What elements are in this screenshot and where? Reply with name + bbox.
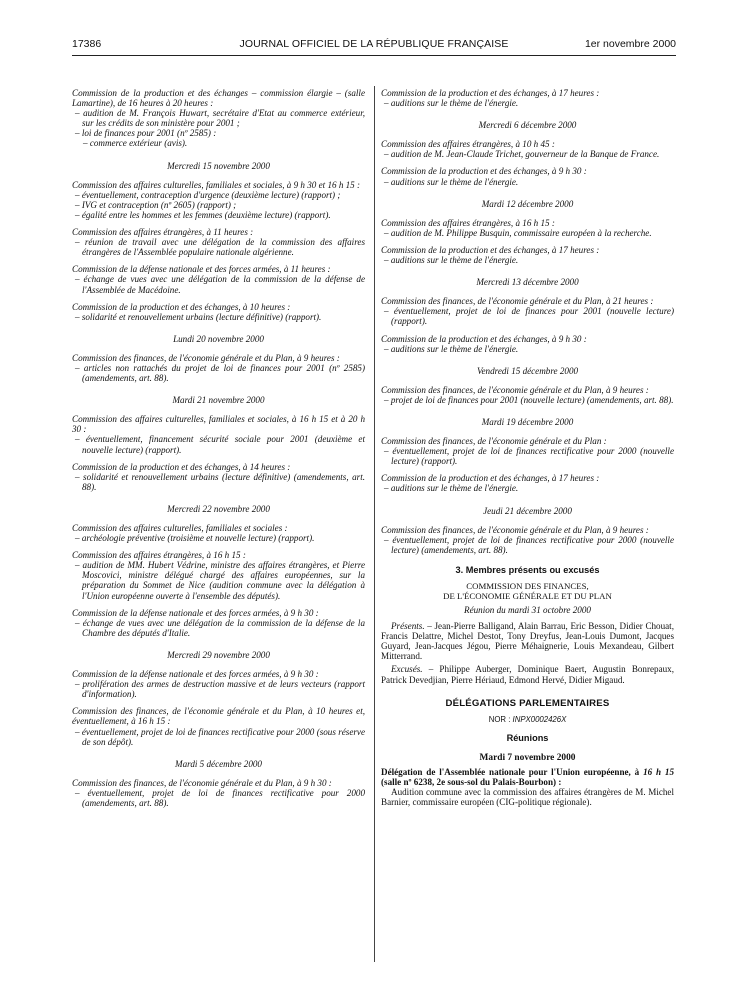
agenda-section <box>72 669 365 699</box>
section-heading: 3. Membres présents ou excusés <box>455 564 600 575</box>
agenda-item: – audition de M. François Huwart, secrétaire d'Etat au commerce extérieur, sur les crédits de son ministère pour 2001 ; <box>75 108 365 129</box>
commission-line: Commission des affaires étrangères, à 16 h 15 : <box>381 217 555 228</box>
agenda-section <box>381 88 674 108</box>
commission-line: Commission de la production et des échanges, à 14 heures : <box>72 461 291 472</box>
agenda-section <box>72 302 365 322</box>
agenda-item: – solidarité et renouvellement urbains (lecture définitive) (rapport). <box>75 311 322 322</box>
commission-line: Commission des finances, de l'économie générale et du Plan, à 9 heures : <box>381 384 649 395</box>
commission-line: Commission des affaires étrangères, à 10 h 45 : <box>381 139 555 150</box>
present-list: – Jean-Pierre Balligand, Alain Barrau, Eric Besson, Didier Chouat, Francis Delattre, Michel Destot, Tony Dreyfus, Jean-Louis Dumont, Jacques Guyard, Jean-Jacques Jégou, Pierre Méhaignerie, Louis Mexandeau, Gilbert Mitterrand. <box>381 621 674 662</box>
page-number: 17386 <box>72 38 102 50</box>
agenda-item: – loi de finances pour 2001 (nº 2585) : <box>75 128 217 139</box>
agenda-item: – auditions sur le thème de l'énergie. <box>384 176 519 187</box>
agenda-section <box>381 525 674 555</box>
date-heading: Lundi 20 novembre 2000 <box>173 333 264 344</box>
commission-line: Commission de la production et des échanges, à 17 heures : <box>381 473 600 484</box>
agenda-item: – auditions sur le thème de l'énergie. <box>384 343 519 354</box>
excused-members <box>381 664 674 684</box>
excused-list: – Philippe Auberger, Dominique Baert, Augustin Bonrepaux, Patrick Devedjian, Pierre Hériaud, Edmond Hervé, Didier Migaud. <box>381 664 674 685</box>
date-heading: Mardi 5 décembre 2000 <box>175 758 262 769</box>
agenda-item: – IVG et contraception (nº 2605) (rapport) ; <box>75 199 237 210</box>
agenda-section <box>381 245 674 265</box>
agenda-section <box>72 462 365 492</box>
agenda-item: – prolifération des armes de destruction massive et de leurs vecteurs (rapport d'information). <box>75 679 365 700</box>
page-header <box>72 38 676 54</box>
commission-line: Commission de la production et des échanges, à 10 heures : <box>72 301 291 312</box>
date-heading: Vendredi 15 décembre 2000 <box>476 365 579 376</box>
commission-line: Commission de la production et des échanges, à 17 heures : <box>381 244 600 255</box>
date-heading: Mardi 21 novembre 2000 <box>172 395 265 406</box>
right-column <box>381 88 674 810</box>
agenda-item: – éventuellement, contraception d'urgence (deuxième lecture) (rapport) ; <box>75 189 341 200</box>
commission-line: Commission de la défense nationale et des forces armées, à 9 h 30 : <box>72 607 319 618</box>
agenda-section <box>381 436 674 466</box>
date-heading: Mardi 19 décembre 2000 <box>481 416 574 427</box>
agenda-section <box>72 523 365 543</box>
date-heading: Mardi 12 décembre 2000 <box>481 198 574 209</box>
agenda-section <box>72 180 365 220</box>
agenda-item: – éventuellement, projet de loi de finances rectificative pour 2000 (sous réserve de son dépôt). <box>75 726 365 747</box>
agenda-item: – éventuellement, financement sécurité sociale pour 2001 (deuxième et nouvelle lecture) (rapport). <box>75 434 365 455</box>
commission-line: Commission des affaires étrangères, à 11 heures : <box>72 227 254 238</box>
agenda-item: – auditions sur le thème de l'énergie. <box>384 255 519 266</box>
excused-label: Excusés. <box>391 664 423 675</box>
agenda-section <box>72 414 365 454</box>
present-members <box>381 621 674 661</box>
commission-line: Commission des finances, de l'économie générale et du Plan, à 9 heures : <box>381 524 649 535</box>
agenda-item: – échange de vues avec une délégation de la commission de la défense de la Chambre des députés d'Italie. <box>75 617 365 638</box>
agenda-item: – auditions sur le thème de l'énergie. <box>384 483 519 494</box>
agenda-item: – éventuellement, projet de loi de finances rectificative pour 2000 (nouvelle lecture) (rapport). <box>384 446 674 467</box>
agenda-item: – éventuellement, projet de loi de finances rectificative pour 2000 (amendements, art. 88). <box>75 787 365 808</box>
agenda-item: – solidarité et renouvellement urbains (lecture définitive) (amendements, art. 88). <box>75 471 365 492</box>
commission-line: Commission des affaires culturelles, familiales et sociales, à 9 h 30 et 16 h 15 : <box>72 179 361 190</box>
date-heading: Mercredi 6 décembre 2000 <box>478 120 577 131</box>
agenda-section <box>381 166 674 186</box>
agenda-section <box>381 139 674 159</box>
journal-title: JOURNAL OFFICIEL DE LA RÉPUBLIQUE FRANÇAISE <box>239 38 509 50</box>
agenda-section <box>72 353 365 383</box>
agenda-section <box>381 473 674 493</box>
agenda-item: – commerce extérieur (avis). <box>83 138 188 149</box>
commission-name: COMMISSION DES FINANCES, <box>466 581 589 591</box>
agenda-section <box>72 88 365 149</box>
nor-label: NOR : <box>488 714 513 724</box>
agenda-section <box>72 264 365 294</box>
commission-line: Commission des finances, de l'économie générale et du Plan : <box>381 436 607 447</box>
agenda-item: – auditions sur le thème de l'énergie. <box>384 98 519 109</box>
column-divider <box>374 86 375 962</box>
header-rule <box>72 55 676 56</box>
issue-date: 1er novembre 2000 <box>584 38 676 50</box>
commission-line: Commission de la production et des échanges, à 9 h 30 : <box>381 166 587 177</box>
agenda-section <box>72 550 365 600</box>
date-heading: Mercredi 29 novembre 2000 <box>167 649 270 660</box>
agenda-item: – audition de MM. Hubert Védrine, ministre des affaires étrangères, et Pierre Moscovici, ministre délégué chargé des affaires européennes, sur la préparation du Sommet de Nice (audition commune avec la délégation à l'Union européenne ouverte à l'ensemble des députés). <box>75 560 365 601</box>
delegation-name: Délégation de l'Assemblée nationale pour l'Union européenne, à <box>381 767 644 778</box>
commission-line: Commission des affaires étrangères, à 16 h 15 : <box>72 550 246 561</box>
commission-line: Commission de la défense nationale et des forces armées, à 9 h 30 : <box>72 669 319 680</box>
agenda-item: – archéologie préventive (troisième et nouvelle lecture) (rapport). <box>75 533 315 544</box>
agenda-item: – échange de vues avec une délégation de la commission de la défense de l'Assemblée de Macédoine. <box>75 274 365 295</box>
delegation-place: (salle nº 6238, 2e sous-sol du Palais-Bourbon) : <box>381 777 562 788</box>
commission-line: Commission des finances, de l'économie générale et du Plan, à 21 heures : <box>381 296 654 307</box>
agenda-item: – audition de M. Philippe Busquin, commissaire européen à la recherche. <box>384 227 652 238</box>
delegation-line <box>381 767 674 787</box>
agenda-item: – projet de loi de finances pour 2001 (nouvelle lecture) (amendements, art. 88). <box>384 394 674 405</box>
agenda-item: – égalité entre les hommes et les femmes (deuxième lecture) (rapport). <box>75 209 331 220</box>
commission-line: Commission des finances, de l'économie générale et du Plan, à 9 heures : <box>72 352 340 363</box>
agenda-item: – articles non rattachés du projet de loi de finances pour 2001 (nº 2585) (amendements, art. 88). <box>75 362 365 384</box>
left-column <box>72 88 365 815</box>
agenda-item: – éventuellement, projet de loi de finances rectificative pour 2000 (nouvelle lecture) (amendements, art. 88). <box>384 534 674 555</box>
commission-line: Commission des affaires culturelles, familiales et sociales, à 16 h 15 et à 20 h 30 : <box>72 414 365 435</box>
agenda-section <box>381 385 674 405</box>
commission-line: Commission de la production et des échanges, à 9 h 30 : <box>381 333 587 344</box>
delegations-heading: DÉLÉGATIONS PARLEMENTAIRES <box>445 697 610 709</box>
date-heading: Mercredi 13 décembre 2000 <box>476 277 579 288</box>
agenda-section <box>381 218 674 238</box>
agenda-section <box>381 296 674 326</box>
agenda-section <box>381 334 674 354</box>
commission-line: Commission des affaires culturelles, familiales et sociales : <box>72 523 288 533</box>
nor-reference <box>381 715 674 725</box>
agenda-section <box>72 227 365 257</box>
reunions-heading: Réunions <box>506 732 549 743</box>
agenda-item: – audition de M. Jean-Claude Trichet, gouverneur de la Banque de France. <box>384 149 660 160</box>
commission-line: Commission des finances, de l'économie générale et du Plan, à 9 h 30 : <box>72 777 332 788</box>
date-heading: Mercredi 22 novembre 2000 <box>167 503 270 514</box>
commission-name: DE L'ÉCONOMIE GÉNÉRALE ET DU PLAN <box>443 591 612 601</box>
commission-line: Commission de la production et des échanges – commission élargie – (salle Lamartine), de 16 heures à 20 heures : <box>72 88 365 109</box>
meeting-date-bold: Mardi 7 novembre 2000 <box>479 752 576 763</box>
agenda-section <box>72 706 365 746</box>
agenda-section <box>72 608 365 638</box>
commission-line: Commission de la défense nationale et des forces armées, à 11 heures : <box>72 264 331 275</box>
commission-line: Commission de la production et des échanges, à 17 heures : <box>381 88 600 98</box>
date-heading: Jeudi 21 décembre 2000 <box>483 505 572 516</box>
nor-code: INPX0002426X <box>512 714 567 724</box>
agenda-item: – réunion de travail avec une délégation de la commission des affaires étrangères de l'Assemblée populaire nationale algérienne. <box>75 237 365 258</box>
agenda-item: – éventuellement, projet de loi de finances pour 2001 (nouvelle lecture) (rapport). <box>384 306 674 327</box>
delegation-time: 16 h 15 <box>643 767 674 778</box>
date-heading: Mercredi 15 novembre 2000 <box>167 160 270 171</box>
agenda-section <box>72 778 365 808</box>
meeting-date: Réunion du mardi 31 octobre 2000 <box>464 605 591 615</box>
present-label: Présents. <box>391 621 425 632</box>
delegation-text: Audition commune avec la commission des affaires étrangères de M. Michel Barnier, commissaire européen (CIG-politique régionale). <box>381 787 674 808</box>
commission-line: Commission des finances, de l'économie générale et du Plan, à 10 heures et, éventuellement, à 16 h 15 : <box>72 706 365 727</box>
